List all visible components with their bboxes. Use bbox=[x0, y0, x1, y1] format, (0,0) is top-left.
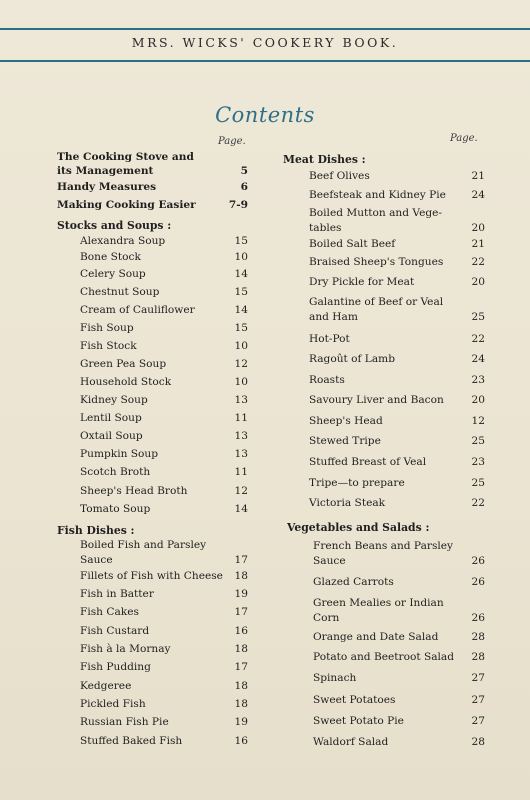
entry-page-number: 14 bbox=[234, 268, 248, 280]
entry-title: Pickled Fish bbox=[80, 698, 146, 710]
entry-page-number: 14 bbox=[234, 304, 248, 316]
entry-page-number: 5 bbox=[240, 165, 248, 177]
entry-page-number: 7-9 bbox=[228, 199, 248, 211]
entry-page-number: 25 bbox=[471, 311, 485, 323]
entry-page-number: 18 bbox=[234, 643, 248, 655]
entry-page-number: 28 bbox=[471, 631, 485, 643]
entry-title: Sweet Potatoes bbox=[313, 694, 396, 706]
entry-title-continued: Corn bbox=[313, 612, 340, 624]
entry-title: Fish in Batter bbox=[80, 588, 154, 600]
entry-title: Boiled Mutton and Vege- bbox=[309, 207, 442, 219]
entry-page-number: 10 bbox=[234, 340, 248, 352]
entry-title: Savoury Liver and Bacon bbox=[309, 394, 444, 406]
entry-title: Green Pea Soup bbox=[80, 358, 167, 370]
entry-title: Fish Custard bbox=[80, 625, 150, 637]
entry-page-number: 12 bbox=[471, 415, 485, 427]
entry-page-number: 27 bbox=[471, 672, 485, 684]
entry-page-number: 20 bbox=[471, 394, 485, 406]
section-heading-fish-dishes: Fish Dishes : bbox=[57, 524, 135, 537]
entry-page-number: 27 bbox=[471, 715, 485, 727]
entry-page-number: 27 bbox=[471, 694, 485, 706]
entry-title-continued: and Ham bbox=[309, 311, 358, 323]
entry-title: Handy Measures bbox=[57, 181, 157, 193]
entry-page-number: 20 bbox=[471, 222, 485, 234]
entry-page-number: 10 bbox=[234, 376, 248, 388]
entry-title: French Beans and Parsley bbox=[313, 540, 454, 552]
entry-title: Waldorf Salad bbox=[313, 736, 389, 748]
entry-title: Fish Pudding bbox=[80, 661, 151, 673]
entry-title: Boiled Fish and Parsley bbox=[80, 539, 207, 551]
entry-page-number: 24 bbox=[471, 189, 485, 201]
entry-page-number: 12 bbox=[234, 485, 248, 497]
entry-title: Cream of Cauliflower bbox=[80, 304, 195, 316]
entry-page-number: 17 bbox=[234, 554, 248, 566]
entry-page-number: 26 bbox=[471, 555, 485, 567]
entry-page-number: 20 bbox=[471, 276, 485, 288]
entry-page-number: 22 bbox=[471, 333, 485, 345]
entry-title: Sheep's Head bbox=[309, 415, 383, 427]
entry-title: Bone Stock bbox=[80, 251, 141, 263]
entry-title: Fish Cakes bbox=[80, 606, 139, 618]
entry-page-number: 22 bbox=[471, 256, 485, 268]
entry-page-number: 11 bbox=[234, 466, 248, 478]
page-column-label-right: Page. bbox=[450, 133, 478, 144]
entry-page-number: 17 bbox=[234, 661, 248, 673]
entry-title: Sheep's Head Broth bbox=[80, 485, 188, 497]
entry-title: Glazed Carrots bbox=[313, 576, 394, 588]
entry-title: Alexandra Soup bbox=[80, 235, 166, 247]
page-title: Contents bbox=[215, 103, 315, 127]
entry-title: Celery Soup bbox=[80, 268, 146, 280]
entry-page-number: 26 bbox=[471, 576, 485, 588]
entry-title: Galantine of Beef or Veal bbox=[309, 296, 444, 308]
entry-page-number: 13 bbox=[234, 448, 248, 460]
entry-title: Victoria Steak bbox=[309, 497, 386, 509]
running-header: MRS. WICKS' COOKERY BOOK. bbox=[131, 35, 399, 50]
entry-page-number: 25 bbox=[471, 435, 485, 447]
top-rule bbox=[0, 28, 530, 30]
entry-title: Hot-Pot bbox=[309, 333, 350, 345]
entry-page-number: 23 bbox=[471, 374, 485, 386]
entry-title: Fish Soup bbox=[80, 322, 134, 334]
entry-title: Beef Olives bbox=[309, 170, 370, 182]
entry-page-number: 18 bbox=[234, 570, 248, 582]
entry-title: Braised Sheep's Tongues bbox=[309, 256, 444, 268]
entry-page-number: 23 bbox=[471, 456, 485, 468]
entry-title: Lentil Soup bbox=[80, 412, 142, 424]
entry-page-number: 28 bbox=[471, 651, 485, 663]
header-rule bbox=[0, 60, 530, 62]
entry-title: Oxtail Soup bbox=[80, 430, 143, 442]
entry-title: Kidney Soup bbox=[80, 394, 148, 406]
entry-page-number: 16 bbox=[234, 625, 248, 637]
entry-title: The Cooking Stove and bbox=[57, 151, 194, 163]
entry-page-number: 24 bbox=[471, 353, 485, 365]
section-heading-stocks-soups: Stocks and Soups : bbox=[57, 219, 172, 232]
entry-title: Pumpkin Soup bbox=[80, 448, 159, 460]
entry-title: Making Cooking Easier bbox=[57, 199, 196, 211]
entry-title: Fillets of Fish with Cheese bbox=[80, 570, 223, 582]
entry-title: Chestnut Soup bbox=[80, 286, 160, 298]
entry-title: Boiled Salt Beef bbox=[309, 238, 396, 250]
entry-title: Ragoût of Lamb bbox=[309, 353, 395, 365]
entry-page-number: 17 bbox=[234, 606, 248, 618]
entry-page-number: 19 bbox=[234, 588, 248, 600]
entry-title: Fish à la Mornay bbox=[80, 643, 171, 655]
entry-page-number: 19 bbox=[234, 716, 248, 728]
entry-title: Orange and Date Salad bbox=[313, 631, 439, 643]
entry-page-number: 13 bbox=[234, 430, 248, 442]
entry-page-number: 22 bbox=[471, 497, 485, 509]
section-heading-vegetables-salads: Vegetables and Salads : bbox=[287, 521, 430, 534]
entry-title: Scotch Broth bbox=[80, 466, 151, 478]
entry-title-continued: Sauce bbox=[80, 554, 113, 566]
entry-title: Dry Pickle for Meat bbox=[309, 276, 415, 288]
entry-title: Household Stock bbox=[80, 376, 172, 388]
entry-page-number: 16 bbox=[234, 735, 248, 747]
entry-page-number: 11 bbox=[234, 412, 248, 424]
entry-page-number: 14 bbox=[234, 503, 248, 515]
entry-page-number: 15 bbox=[234, 235, 248, 247]
section-heading-meat-dishes: Meat Dishes : bbox=[283, 153, 366, 166]
entry-page-number: 10 bbox=[234, 251, 248, 263]
entry-page-number: 18 bbox=[234, 680, 248, 692]
entry-title: Tripe—to prepare bbox=[309, 477, 405, 489]
entry-page-number: 28 bbox=[471, 736, 485, 748]
entry-title: Beefsteak and Kidney Pie bbox=[309, 189, 446, 201]
entry-title: Tomato Soup bbox=[80, 503, 151, 515]
entry-title: Roasts bbox=[309, 374, 345, 386]
entry-title: Kedgeree bbox=[80, 680, 132, 692]
entry-page-number: 12 bbox=[234, 358, 248, 370]
entry-title-continued: Sauce bbox=[313, 555, 346, 567]
entry-page-number: 25 bbox=[471, 477, 485, 489]
entry-page-number: 15 bbox=[234, 286, 248, 298]
entry-title-continued: tables bbox=[309, 222, 342, 234]
entry-page-number: 21 bbox=[471, 238, 485, 250]
entry-title: Russian Fish Pie bbox=[80, 716, 169, 728]
entry-page-number: 21 bbox=[471, 170, 485, 182]
entry-page-number: 26 bbox=[471, 612, 485, 624]
entry-page-number: 6 bbox=[240, 181, 248, 193]
entry-page-number: 18 bbox=[234, 698, 248, 710]
entry-page-number: 13 bbox=[234, 394, 248, 406]
entry-title: Stuffed Breast of Veal bbox=[309, 456, 427, 468]
entry-title: Stuffed Baked Fish bbox=[80, 735, 183, 747]
entry-title: Stewed Tripe bbox=[309, 435, 381, 447]
page-column-label-left: Page. bbox=[218, 136, 246, 147]
entry-title: Potato and Beetroot Salad bbox=[313, 651, 455, 663]
entry-page-number: 15 bbox=[234, 322, 248, 334]
entry-title: Sweet Potato Pie bbox=[313, 715, 404, 727]
entry-title: Green Mealies or Indian bbox=[313, 597, 444, 609]
entry-title: Spinach bbox=[313, 672, 357, 684]
entry-title: Fish Stock bbox=[80, 340, 137, 352]
entry-title-continued: its Management bbox=[57, 165, 154, 177]
